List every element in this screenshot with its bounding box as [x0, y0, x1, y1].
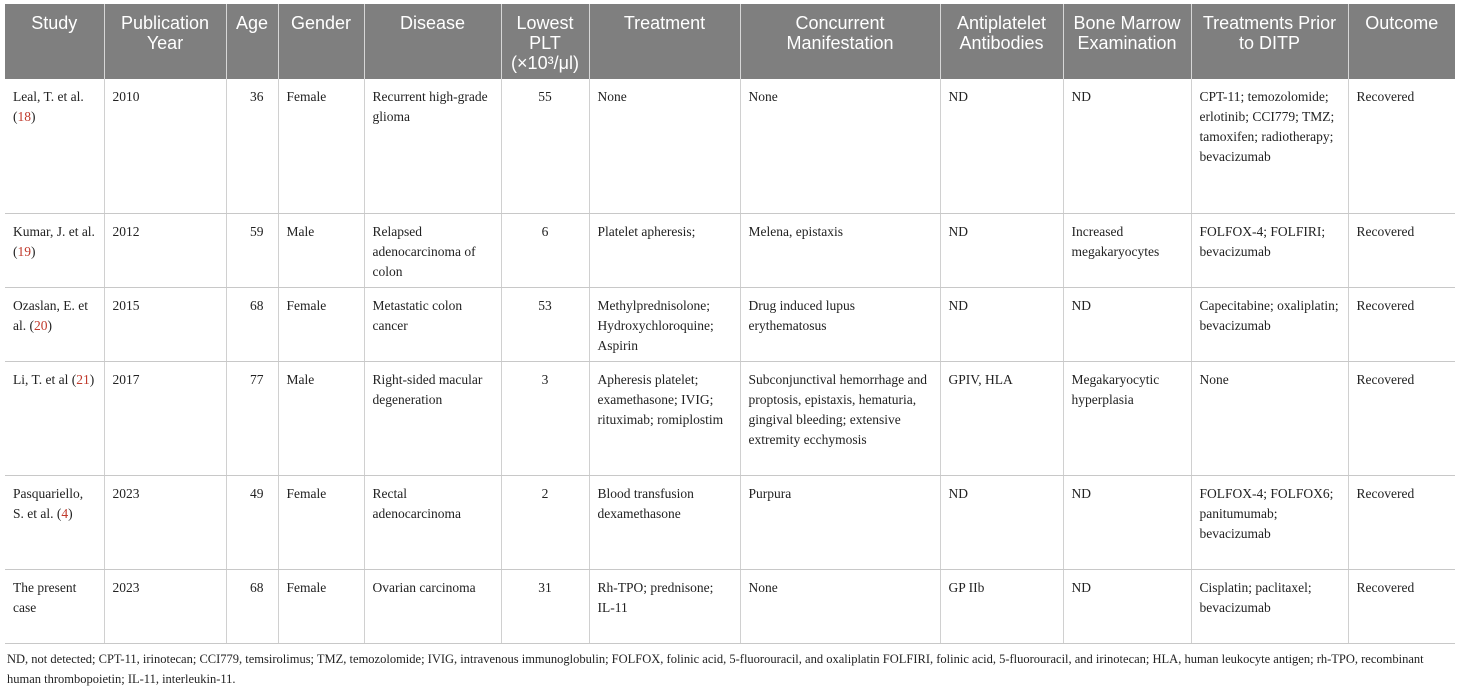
cell-study: Pasquariello, S. et al. (4): [5, 475, 104, 569]
cell-prior-treatments: CPT-11; temozolomide; erlotinib; CCI779; TMZ; tamoxifen; radiotherapy; bevacizumab: [1191, 79, 1348, 213]
cell-outcome: Recovered: [1348, 287, 1455, 361]
cell-year: 2010: [104, 79, 226, 213]
cell-antibodies: GP IIb: [940, 569, 1063, 643]
cell-plt: 53: [501, 287, 589, 361]
cell-age: 77: [226, 361, 278, 475]
cell-plt: 31: [501, 569, 589, 643]
table-header-row: [5, 4, 1455, 79]
cell-treatment: Blood transfusion dexamethasone: [589, 475, 740, 569]
cell-prior-treatments: Cisplatin; paclitaxel; bevacizumab: [1191, 569, 1348, 643]
table-row: [5, 475, 1455, 569]
reference-link[interactable]: 4: [61, 505, 69, 521]
cell-age: 68: [226, 569, 278, 643]
header-bone-marrow-examination: Bone Marrow Examination: [1063, 4, 1191, 79]
header-gender: Gender: [278, 4, 364, 79]
cell-bone-marrow: Increased megakaryocytes: [1063, 213, 1191, 287]
table-row: [5, 213, 1455, 287]
table-row: [5, 361, 1455, 475]
cell-disease: Metastatic colon cancer: [364, 287, 501, 361]
cell-bone-marrow: ND: [1063, 569, 1191, 643]
cell-manifestation: Melena, epistaxis: [740, 213, 940, 287]
cell-age: 36: [226, 79, 278, 213]
reference-link[interactable]: 20: [34, 317, 48, 333]
cell-prior-treatments: FOLFOX-4; FOLFOX6; panitumumab; bevacizumab: [1191, 475, 1348, 569]
table-footnote: ND, not detected; CPT-11, irinotecan; CCI779, temsirolimus; TMZ, temozolomide; IVIG, intravenous immunoglobulin; FOLFOX, folinic acid, 5-fluorouracil, and oxaliplatin FOLFIRI, folinic acid, 5-fluorouracil, and irinotecan; HLA, human leukocyte antigen; rh-TPO, recombinant human thrombopoietin; IL-11, interleukin-11.: [7, 651, 1424, 686]
case-comparison-table: [5, 4, 1455, 644]
cell-antibodies: ND: [940, 213, 1063, 287]
cell-plt: 55: [501, 79, 589, 213]
cell-manifestation: Subconjunctival hemorrhage and proptosis, epistaxis, hematuria, gingival bleeding; extensive extremity ecchymosis: [740, 361, 940, 475]
cell-antibodies: ND: [940, 79, 1063, 213]
cell-treatment: None: [589, 79, 740, 213]
header-concurrent-manifestation: Concurrent Manifestation: [740, 4, 940, 79]
header-outcome: Outcome: [1348, 4, 1455, 79]
cell-gender: Male: [278, 361, 364, 475]
header-study: Study: [5, 4, 104, 79]
cell-outcome: Recovered: [1348, 213, 1455, 287]
cell-manifestation: None: [740, 79, 940, 213]
reference-link[interactable]: 18: [17, 109, 31, 124]
cell-plt: 2: [501, 475, 589, 569]
header-publication-year: Publication Year: [104, 4, 226, 79]
cell-bone-marrow: Megakaryocytic hyperplasia: [1063, 361, 1191, 475]
cell-study: Li, T. et al (21): [5, 361, 104, 475]
cell-disease: Relapsed adenocarcinoma of colon: [364, 213, 501, 287]
cell-plt: 3: [501, 361, 589, 475]
cell-year: 2015: [104, 287, 226, 361]
header-age: Age: [226, 4, 278, 79]
cell-treatment: Methylprednisolone; Hydroxychloroquine; Aspirin: [589, 287, 740, 361]
cell-study: Ozaslan, E. et al. (20): [5, 287, 104, 361]
header-antiplatelet-antibodies: Antiplatelet Antibodies: [940, 4, 1063, 79]
cell-outcome: Recovered: [1348, 569, 1455, 643]
cell-antibodies: ND: [940, 475, 1063, 569]
cell-antibodies: GPIV, HLA: [940, 361, 1063, 475]
reference-link[interactable]: 21: [76, 371, 90, 387]
table-row: [5, 287, 1455, 361]
cell-bone-marrow: ND: [1063, 79, 1191, 213]
cell-antibodies: ND: [940, 287, 1063, 361]
cell-bone-marrow: ND: [1063, 475, 1191, 569]
cell-outcome: Recovered: [1348, 361, 1455, 475]
cell-gender: Female: [278, 475, 364, 569]
cell-manifestation: None: [740, 569, 940, 643]
cell-outcome: Recovered: [1348, 79, 1455, 213]
cell-prior-treatments: Capecitabine; oxaliplatin; bevacizumab: [1191, 287, 1348, 361]
cell-disease: Right-sided macular degeneration: [364, 361, 501, 475]
reference-link[interactable]: 19: [17, 243, 31, 259]
cell-year: 2017: [104, 361, 226, 475]
cell-outcome: Recovered: [1348, 475, 1455, 569]
cell-plt: 6: [501, 213, 589, 287]
table-row: [5, 569, 1455, 643]
cell-disease: Recurrent high-grade glioma: [364, 79, 501, 213]
cell-year: 2023: [104, 569, 226, 643]
header-lowest-plt: Lowest PLT (×10³/μl): [501, 4, 589, 79]
header-treatment: Treatment: [589, 4, 740, 79]
cell-gender: Male: [278, 213, 364, 287]
cell-age: 59: [226, 213, 278, 287]
cell-disease: Rectal adenocarcinoma: [364, 475, 501, 569]
header-disease: Disease: [364, 4, 501, 79]
cell-age: 68: [226, 287, 278, 361]
cell-treatment: Platelet apheresis;: [589, 213, 740, 287]
cell-study: The present case: [5, 569, 104, 643]
header-treatments-prior: Treatments Prior to DITP: [1191, 4, 1348, 79]
table-container: [5, 4, 1455, 689]
cell-manifestation: Purpura: [740, 475, 940, 569]
cell-gender: Female: [278, 569, 364, 643]
cell-bone-marrow: ND: [1063, 287, 1191, 361]
cell-prior-treatments: FOLFOX-4; FOLFIRI; bevacizumab: [1191, 213, 1348, 287]
cell-study: Kumar, J. et al. (19): [5, 213, 104, 287]
cell-year: 2012: [104, 213, 226, 287]
cell-gender: Female: [278, 79, 364, 213]
table-row: [5, 79, 1455, 213]
cell-gender: Female: [278, 287, 364, 361]
cell-age: 49: [226, 475, 278, 569]
cell-treatment: Rh-TPO; prednisone; IL-11: [589, 569, 740, 643]
cell-prior-treatments: None: [1191, 361, 1348, 475]
cell-manifestation: Drug induced lupus erythematosus: [740, 287, 940, 361]
cell-study: Leal, T. et al. (18): [5, 79, 104, 213]
cell-year: 2023: [104, 475, 226, 569]
cell-disease: Ovarian carcinoma: [364, 569, 501, 643]
cell-treatment: Apheresis platelet; examethasone; IVIG; rituximab; romiplostim: [589, 361, 740, 475]
